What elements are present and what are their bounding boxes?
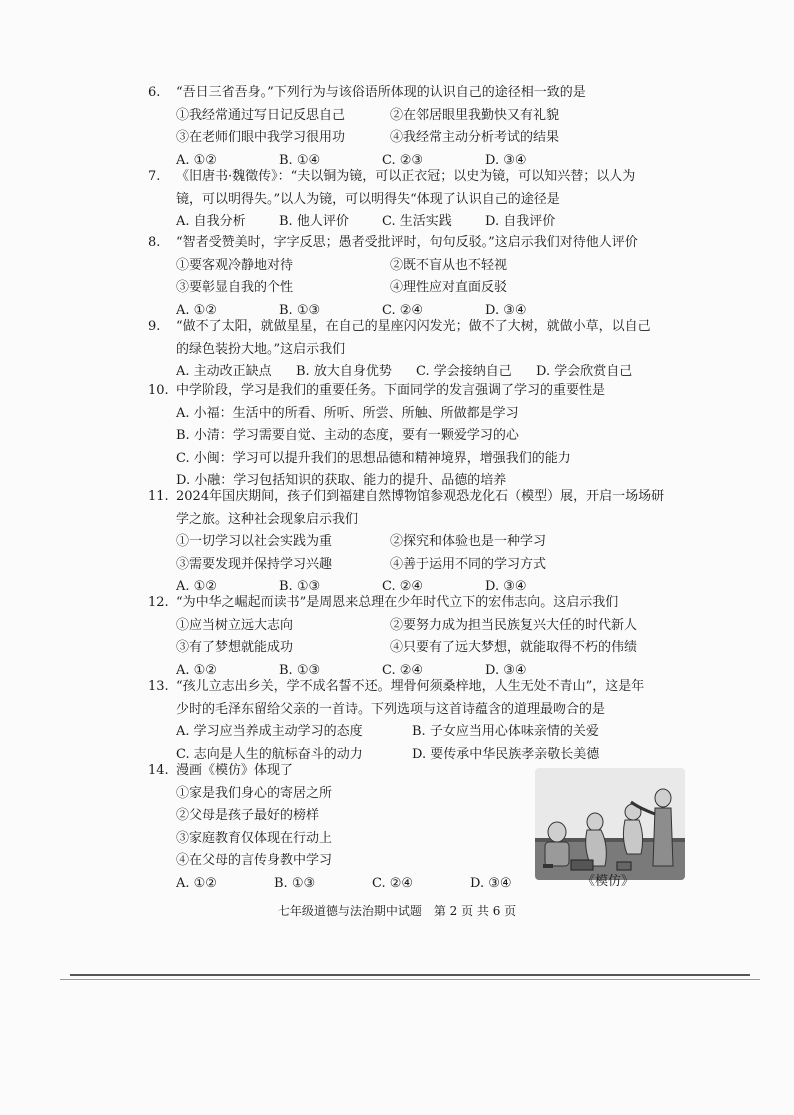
question-12 [150, 592, 710, 682]
choice-a: A. 主动改正缺点 [176, 364, 272, 379]
statement: ③要彰显自我的个性 [176, 280, 294, 295]
question-number: 9. [148, 319, 161, 334]
choice-d: D. ③④ [485, 579, 527, 594]
choice-d: D. ③④ [485, 152, 527, 168]
statement: ②要努力成为担当民族复兴大任的时代新人 [390, 617, 638, 633]
divider [70, 974, 750, 976]
choice-d: D. 要传承中华民族孝亲敬长美德 [412, 746, 600, 762]
statement-row [176, 105, 710, 128]
statement-row [176, 127, 710, 150]
statement: ②在邻居眼里我勤快又有礼貌 [390, 107, 560, 123]
statement: ③需要发现并保持学习兴趣 [176, 556, 333, 572]
choice-row [176, 873, 530, 896]
choice-b: B. 放大自身优势 [296, 364, 392, 379]
question-6 [150, 82, 710, 172]
statement: ③在老师们眼中我学习很用功 [176, 130, 346, 145]
statement: ①我经常通过写日记反思自己 [176, 107, 346, 123]
divider [60, 979, 760, 980]
question-stem: “吾日三省吾身。”下列行为与该俗语所体现的认识自己的途径相一致的是 [176, 85, 586, 100]
choice-row [176, 721, 710, 744]
choice-d: D. 自我评价 [485, 214, 556, 229]
choice-c: C. ②④ [372, 875, 414, 891]
question-10 [150, 380, 710, 493]
choice-d: D. ③④ [485, 662, 527, 678]
choice-a: A. 小福：生活中的所看、所听、所尝、所触、所做都是学习 [176, 405, 519, 421]
statement: ①一切学习以社会实践为重 [176, 534, 333, 549]
statement: ④善于运用不同的学习方式 [390, 556, 547, 572]
choice-b: B. ①③ [279, 579, 321, 594]
statement: ①家是我们身心的寄居之所 [176, 785, 333, 801]
choice-a: A. ①② [176, 579, 217, 594]
question-stem: “孩儿立志出乡关，学不成名誓不还。埋骨何须桑梓地，人生无处不青山”，这是年 [176, 679, 645, 694]
choice-b: B. ①③ [279, 302, 321, 318]
choice-b: B. 子女应当用心体味亲情的关爱 [412, 724, 599, 739]
choice-c: C. ②③ [382, 152, 424, 168]
question-number: 13. [148, 679, 169, 694]
choice-b: B. 他人评价 [279, 214, 349, 229]
question-stem: 《旧唐书·魏徵传》：“夫以铜为镜，可以正衣冠；以史为镜，可以知兴替；以人为 [176, 169, 636, 184]
question-stem: 漫画《模仿》体现了 [176, 763, 294, 778]
choice-c: C. 小闽：学习可以提升我们的思想品德和精神境界，增强我们的能力 [176, 450, 571, 466]
question-stem: 2024年国庆期间，孩子们到福建自然博物馆参观恐龙化石（模型）展，开启一场场研 [176, 489, 665, 504]
statement-row [176, 255, 710, 278]
question-8 [150, 232, 710, 322]
choice-a: A. 学习应当养成主动学习的态度 [176, 724, 363, 739]
choice-d: D. 小融：学习包括知识的获取、能力的提升、品德的培养 [176, 473, 507, 488]
statement-row [176, 554, 710, 577]
question-stem: 镜，可以明得失。”以人为镜，可以明得失“体现了认识自己的途径是 [176, 191, 560, 207]
statement: ③有了梦想就能成功 [176, 640, 294, 655]
statement-row [176, 531, 710, 554]
statement-row [176, 637, 710, 660]
statement: ③家庭教育仅体现在行动上 [176, 830, 333, 846]
question-stem: 少时的毛泽东留给父亲的一首诗。下列选项与这首诗蕴含的道理最吻合的是 [176, 701, 606, 717]
choice-row [176, 211, 710, 234]
choice-a: A. ①② [176, 302, 217, 318]
statement: ④只要有了远大梦想，就能取得不朽的伟绩 [390, 640, 638, 655]
question-number: 6. [148, 85, 161, 100]
cartoon-caption: 《模仿》 [582, 874, 635, 889]
question-7 [150, 166, 710, 234]
question-number: 10. [148, 383, 169, 398]
choice-a: A. 自我分析 [176, 214, 246, 229]
choice-d: D. 学会欣赏自己 [536, 364, 633, 379]
choice-c: C. ②④ [382, 579, 424, 594]
question-number: 7. [148, 169, 161, 184]
question-stem: 中学阶段，学习是我们的重要任务。下面同学的发言强调了学习的重要性是 [176, 383, 606, 398]
statement: ②既不盲从也不轻视 [390, 257, 508, 273]
question-stem: “做不了太阳，就做星星，在自己的星座闪闪发光；做不了大树，就做小草，以自己 [176, 319, 651, 334]
question-number: 8. [148, 235, 161, 250]
question-11 [150, 486, 710, 599]
statement: ②探究和体验也是一种学习 [390, 534, 547, 549]
choice-c: C. 生活实践 [382, 214, 452, 229]
statement: ①应当树立远大志向 [176, 617, 294, 633]
choice-a: A. ①② [176, 152, 217, 168]
question-number: 14. [148, 763, 169, 778]
question-stem: “为中华之崛起而读书”是周恩来总理在少年时代立下的宏伟志向。这启示我们 [176, 595, 619, 610]
choice-b: B. ①③ [274, 875, 316, 891]
question-14 [150, 760, 530, 895]
choice-b: B. ①④ [279, 152, 321, 168]
statement: ④在父母的言传身教中学习 [176, 853, 333, 868]
choice-b: B. 小清：学习需要自觉、主动的态度，要有一颗爱学习的心 [176, 428, 519, 443]
choice-b: B. ①③ [279, 662, 321, 678]
choice-a: A. ①② [176, 875, 217, 891]
choice-c: C. ②④ [382, 302, 424, 318]
choice-c: C. 学会接纳自己 [416, 364, 512, 379]
statement: ④理性应对直面反驳 [390, 280, 508, 295]
statement: ①要客观冷静地对待 [176, 257, 294, 273]
question-stem: 学之旅。这种社会现象启示我们 [176, 511, 359, 527]
statement: ②父母是孩子最好的榜样 [176, 808, 320, 823]
choice-c: C. 志向是人生的航标奋斗的动力 [176, 746, 363, 762]
question-stem: 的绿色装扮大地。”这启示我们 [176, 341, 346, 357]
question-stem: “智者受赞美时，字字反思；愚者受批评时，句句反驳。”这启示我们对待他人评价 [176, 235, 638, 250]
question-9 [150, 316, 710, 384]
cartoon-imitation-illustration [535, 768, 685, 880]
statement-row [176, 277, 710, 300]
statement-row [176, 615, 710, 638]
choice-c: C. ②④ [382, 662, 424, 678]
statement: ④我经常主动分析考试的结果 [390, 130, 560, 145]
choice-d: D. ③④ [485, 302, 527, 318]
choice-a: A. ①② [176, 662, 217, 678]
question-13 [150, 676, 710, 766]
choice-d: D. ③④ [470, 875, 512, 891]
question-number: 11. [148, 489, 169, 504]
question-number: 12. [148, 595, 169, 610]
page-footer: 七年级道德与法治期中试题 第 2 页 共 6 页 [277, 904, 517, 918]
